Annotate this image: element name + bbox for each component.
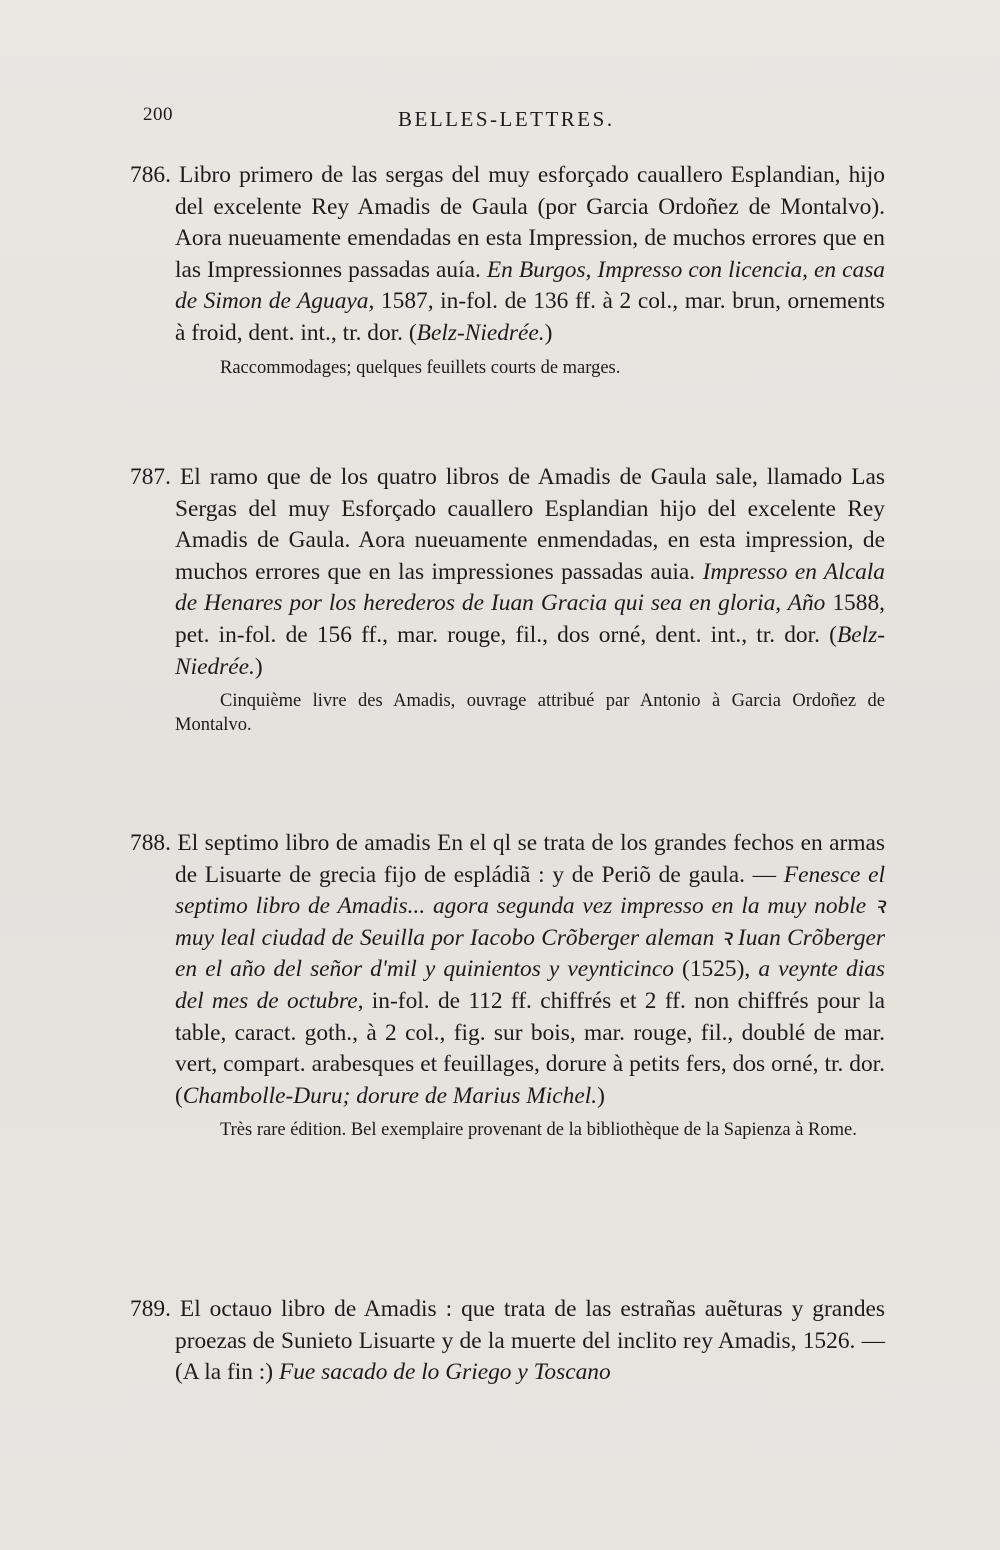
entry-number: 786. xyxy=(130,162,171,188)
entry-text-segment: El septimo libro de amadis En el ql se trata de los grandes fechos en armas de Lisuarte de grecia fijo de espládiã : y de Periõ de gaula. — xyxy=(170,830,885,888)
entry-text xyxy=(130,828,885,1112)
catalog-entry-787 xyxy=(130,462,885,737)
entry-number: 787. xyxy=(130,464,171,490)
entry-number: 788. xyxy=(130,830,171,856)
entry-binder: Belz-Niedrée. xyxy=(416,319,545,346)
section-title: BELLES-LETTRES. xyxy=(398,107,615,131)
catalog-entry-788 xyxy=(130,828,885,1142)
entry-note-text: Très rare édition. Bel exemplaire provenant de la bibliothèque de la Sapienza à Rome. xyxy=(220,1120,857,1141)
catalog-entry-789 xyxy=(130,1294,885,1389)
entry-binder: Chambolle-Duru; dorure de Marius Michel. xyxy=(182,1082,598,1109)
entry-text xyxy=(130,160,885,350)
entry-text-segment: 1588, pet. in-fol. de 156 ff., mar. rouge, fil., dos orné, dent. int., tr. dor. ( xyxy=(175,590,885,648)
entry-binder: Belz-Niedrée. xyxy=(175,621,885,680)
entry-text-segment: 1587, in-fol. de 136 ff. à 2 col., mar. brun, ornements à froid, dent. int., tr. dor. ( xyxy=(175,288,885,346)
running-head xyxy=(143,104,883,134)
entry-text-segment: in-fol. de 112 ff. chiffrés et 2 ff. non chiffrés pour la table, caract. goth., à 2 col., fig. sur bois, mar. rouge, fil., doublé de mar. vert, compart. arabesques et feuillages, dorure à petits fers, dos orné, tr. dor. ( xyxy=(175,987,885,1109)
entry-colophon-date: a veynte dias del mes de octubre, xyxy=(175,956,885,1014)
entry-text-segment: El octauo libro de Amadis : que trata de las estrañas auẽturas y grandes proezas de Sunieto Lisuarte y de la muerte del inclito rey Amadis, 1526. — (A la fin :) xyxy=(170,1296,885,1386)
entry-note xyxy=(130,1118,885,1142)
entry-text xyxy=(130,1294,885,1389)
entry-note xyxy=(130,689,885,737)
entry-text-segment: ) xyxy=(597,1082,605,1109)
entry-note-text: Cinquième livre des Amadis, ouvrage attribué par Antonio à Garcia Ordoñez de Montalvo. xyxy=(175,691,885,736)
catalog-entry-786 xyxy=(130,160,885,380)
entry-note-text: Raccommodages; quelques feuillets courts de marges. xyxy=(220,357,621,378)
entry-text-segment: El ramo que de los quatro libros de Amadis de Gaula sale, llamado Las Sergas del muy Esforçado cauallero Esplandian hijo del excelente Rey Amadis de Gaula. Aora nueuamente enmendadas, en esta impression, de muchos errores que en las impressiones passadas auia. xyxy=(170,464,885,585)
entry-imprint: Impresso en Alcala de Henares por los herederos de Iuan Gracia qui sea en gloria, Año xyxy=(175,558,885,617)
entry-text-segment: (1525), xyxy=(673,956,759,983)
entry-text-segment: Libro primero de las sergas del muy esforçado cauallero Esplandian, hijo del excelente Rey Amadis de Gaula (por Garcia Ordoñez de Montalvo). Aora nueuamente emendadas en esta Impression, de muchos errores que en las Impressionnes passadas auía. xyxy=(170,162,885,283)
entry-text-segment: ) xyxy=(254,653,263,680)
entry-text-segment: ) xyxy=(544,319,553,346)
entry-imprint: En Burgos, Impresso con licencia, en casa de Simon de Aguaya, xyxy=(175,256,885,315)
entry-text xyxy=(130,462,885,683)
entry-note xyxy=(130,356,885,380)
entry-number: 789. xyxy=(130,1296,171,1322)
entry-colophon: Fue sacado de lo Griego y Toscano xyxy=(278,1359,611,1386)
page-number: 200 xyxy=(143,104,173,125)
entry-colophon: Fenesce el septimo libro de Amadis... agora segunda vez impresso en la muy noble ꝛ muy leal ciudad de Seuilla por Iacobo Crõberger aleman ꝛ Iuan Crõberger en el año del señor d'mil y quinientos y veynticinco xyxy=(175,861,885,983)
